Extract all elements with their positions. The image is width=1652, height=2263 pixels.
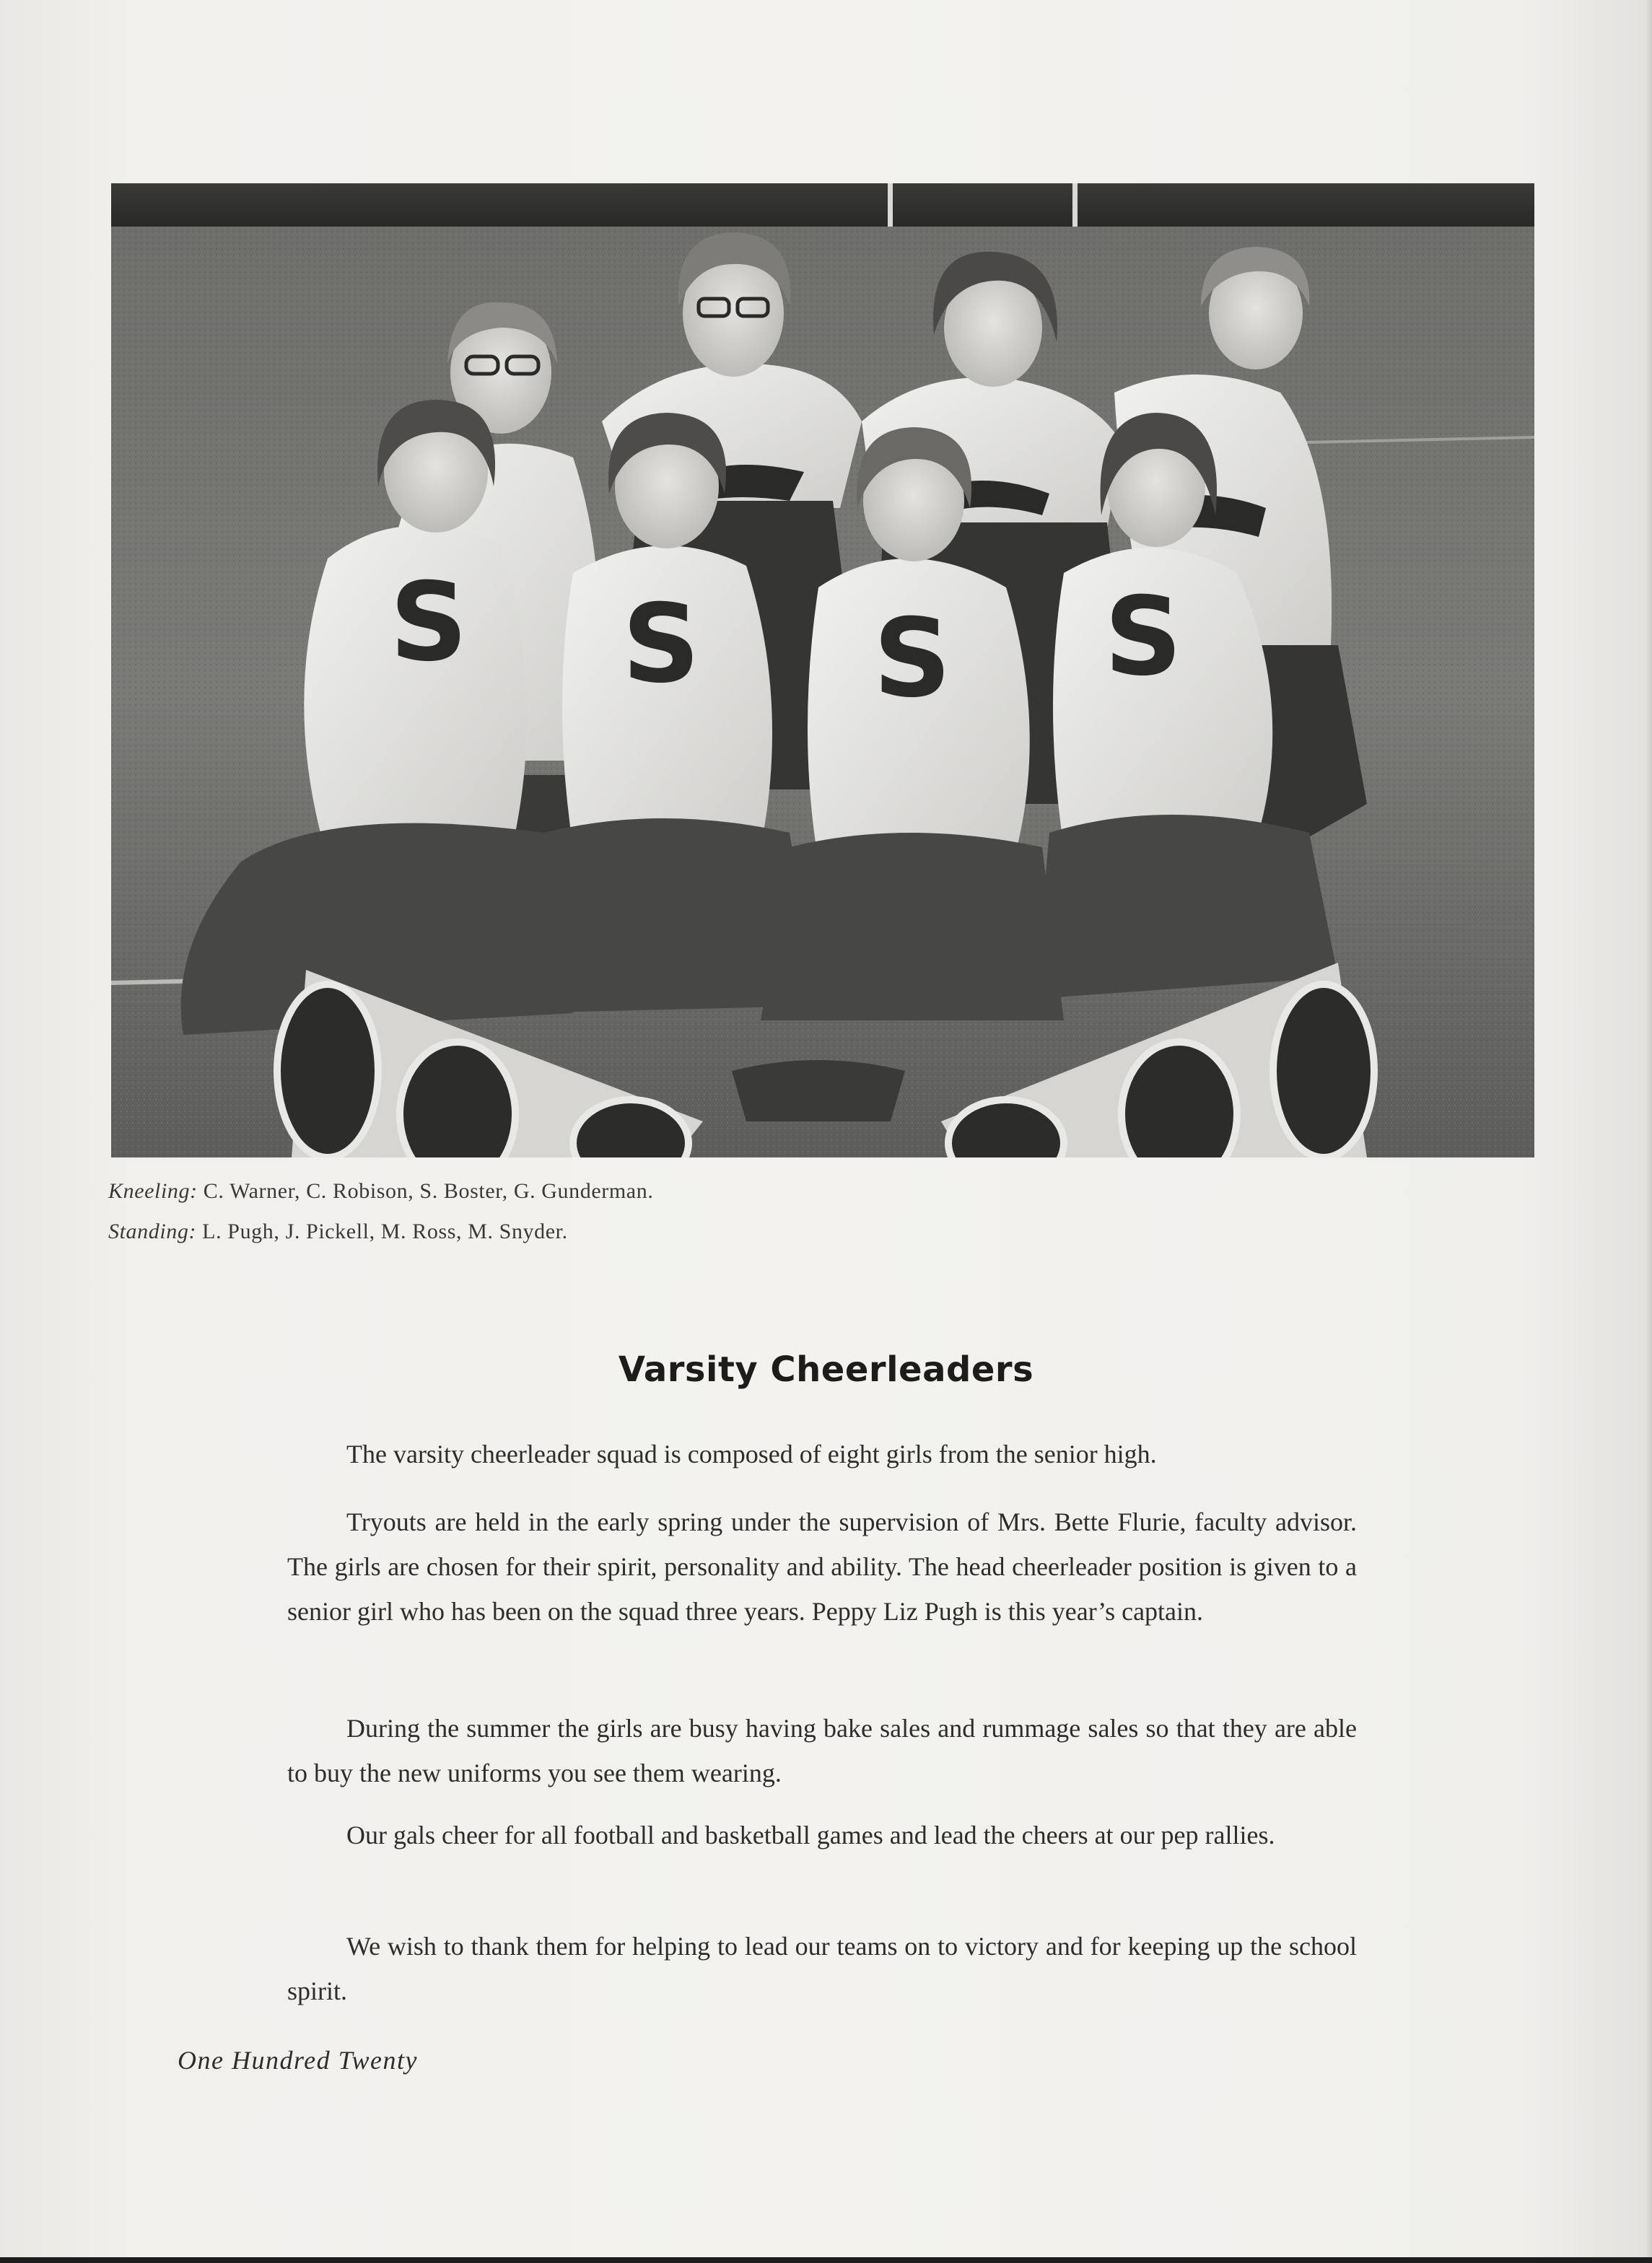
svg-text:S: S	[389, 560, 468, 686]
photo-caption-kneeling	[108, 1179, 1119, 1204]
cheerleaders-photo	[111, 183, 1534, 1157]
article-paragraph	[287, 1500, 1357, 1634]
page-bottom-edge	[0, 2257, 1652, 2263]
caption-kneeling-names: C. Warner, C. Robison, S. Boster, G. Gunderman.	[197, 1179, 654, 1203]
paragraph-text: The varsity cheerleader squad is composed of eight girls from the senior high.	[346, 1440, 1157, 1468]
article-paragraph	[287, 1924, 1357, 2013]
caption-kneeling-label: Kneeling:	[108, 1179, 198, 1203]
article-title: Varsity Cheerleaders	[618, 1349, 1034, 1390]
article-paragraph	[287, 1706, 1357, 1795]
caption-standing-names: L. Pugh, J. Pickell, M. Ross, M. Snyder.	[196, 1220, 568, 1243]
svg-text:S: S	[621, 582, 701, 707]
svg-text:S: S	[873, 596, 952, 722]
paragraph-text: We wish to thank them for helping to lead our teams on to victory and for keeping up the school spirit.	[287, 1932, 1357, 2005]
article-paragraph	[287, 1813, 1357, 1857]
caption-standing-label: Standing:	[108, 1220, 197, 1243]
page-edge-shadow	[1645, 0, 1652, 2263]
photo-caption-standing	[108, 1220, 1119, 1244]
paragraph-text: During the summer the girls are busy having bake sales and rummage sales so that they are able to buy the new uniforms you see them wearing.	[287, 1714, 1357, 1787]
paragraph-text: Our gals cheer for all football and basketball games and lead the cheers at our pep rallies.	[346, 1821, 1275, 1850]
cheerleaders-photo-illustration	[111, 183, 1534, 1157]
svg-text:S: S	[1103, 574, 1183, 700]
paragraph-text: Tryouts are held in the early spring under the supervision of Mrs. Bette Flurie, faculty advisor. The girls are chosen for their spirit, personality and ability. The head cheerleader position is given to a senior girl who has been on the squad three years. Peppy Liz Pugh is this year’s captain.	[287, 1507, 1357, 1626]
page-number: One Hundred Twenty	[178, 2046, 418, 2075]
article-paragraph	[287, 1432, 1357, 1476]
